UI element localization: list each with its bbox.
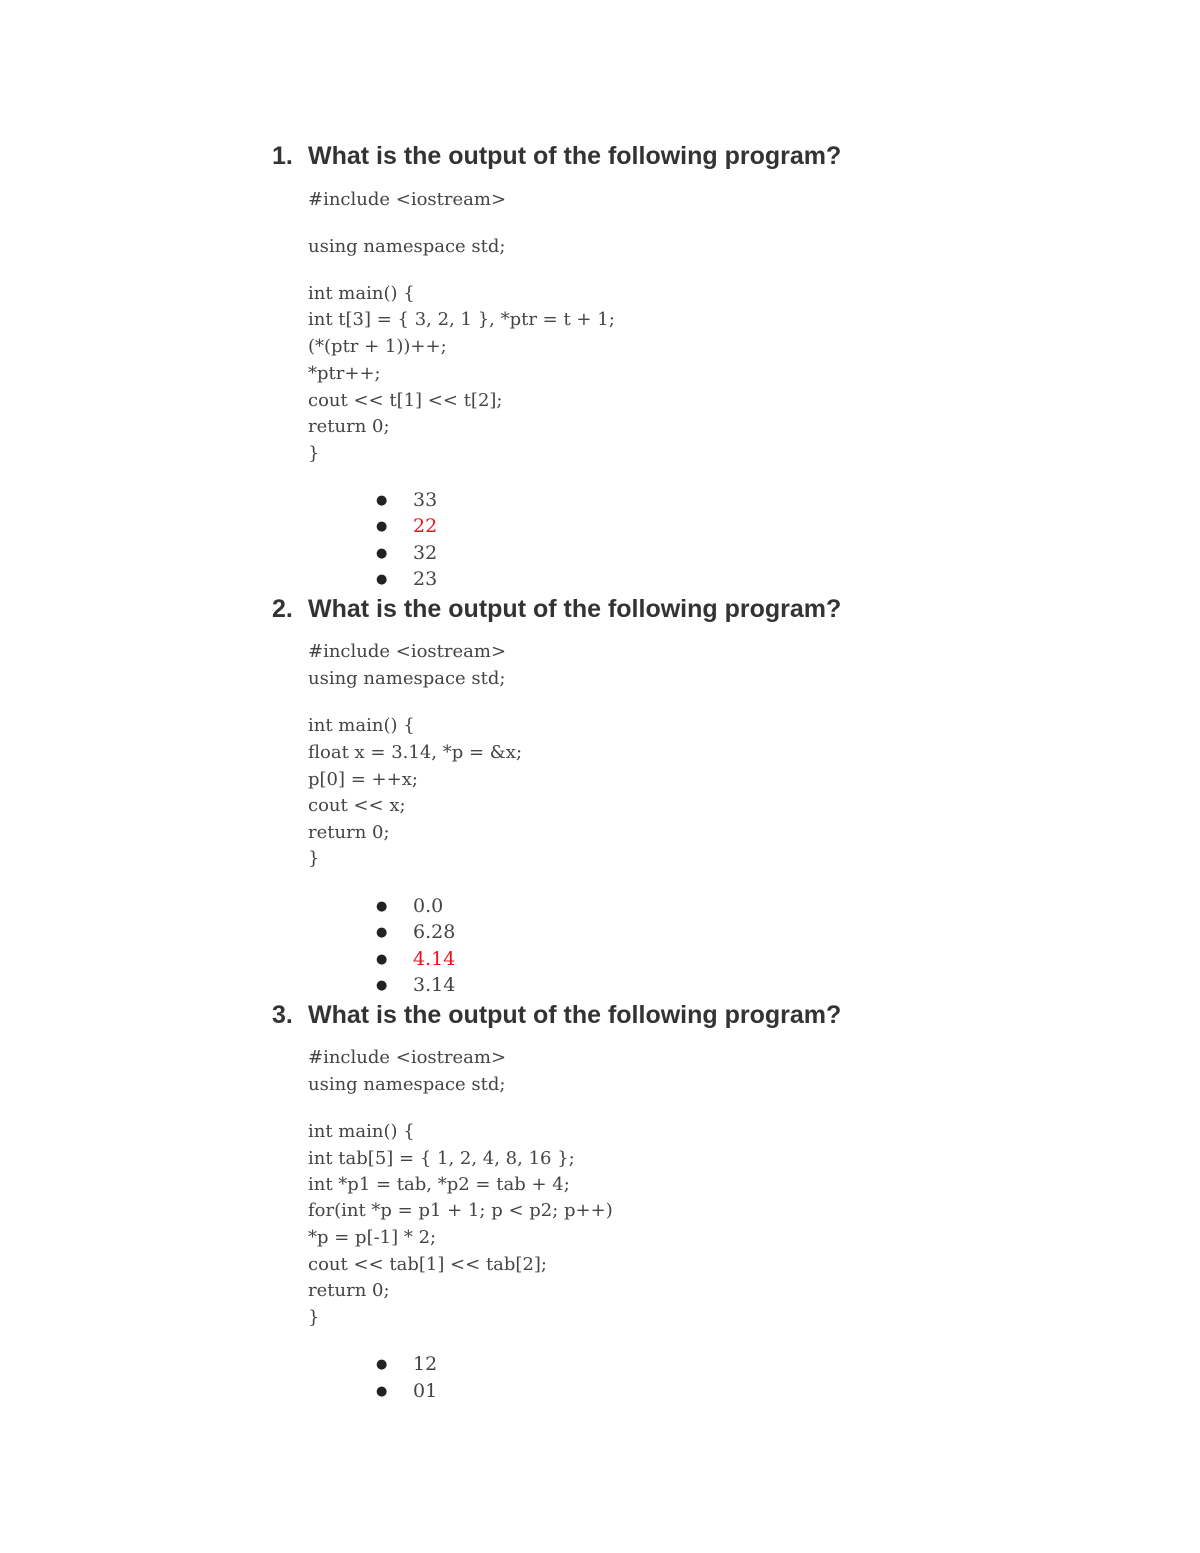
- code-line: for(int *p = p1 + 1; p < p2; p++): [308, 1200, 613, 1221]
- code-line: int *p1 = tab, *p2 = tab + 4;: [308, 1174, 570, 1195]
- answer-option: [376, 920, 455, 945]
- answer-option: [376, 567, 437, 592]
- answer-option: [376, 1352, 437, 1377]
- answer-text: 32: [413, 542, 438, 564]
- code-line: using namespace std;: [308, 1074, 506, 1095]
- question-number: 3.: [272, 1001, 293, 1029]
- code-line: }: [308, 1307, 320, 1328]
- answer-text: 4.14: [413, 948, 456, 970]
- code-line: int main() {: [308, 283, 415, 304]
- answer-option-correct: [376, 947, 455, 972]
- code-line: (*(ptr + 1))++;: [308, 336, 447, 357]
- code-line: #include <iostream>: [308, 189, 507, 210]
- question-2-title: [272, 594, 841, 624]
- bullet-icon: ●: [376, 925, 388, 940]
- bullet-icon: ●: [376, 978, 388, 993]
- code-line: cout << x;: [308, 795, 406, 816]
- bullet-icon: ●: [376, 1357, 388, 1372]
- answer-option-correct: [376, 514, 437, 539]
- question-text: What is the output of the following program?: [308, 1001, 842, 1029]
- answer-option: [376, 1379, 437, 1404]
- code-line: }: [308, 443, 320, 464]
- bullet-icon: ●: [376, 572, 388, 587]
- bullet-icon: ●: [376, 1384, 388, 1399]
- question-text: What is the output of the following program?: [308, 595, 842, 623]
- code-line: #include <iostream>: [308, 1047, 507, 1068]
- answer-text: 22: [413, 515, 438, 537]
- code-line: int t[3] = { 3, 2, 1 }, *ptr = t + 1;: [308, 309, 615, 330]
- bullet-icon: ●: [376, 546, 388, 561]
- answer-text: 0.0: [413, 895, 444, 917]
- answer-text: 6.28: [413, 921, 456, 943]
- bullet-icon: ●: [376, 952, 388, 967]
- code-line: using namespace std;: [308, 236, 506, 257]
- code-line: *ptr++;: [308, 363, 381, 384]
- code-line: return 0;: [308, 416, 390, 437]
- answer-text: 12: [413, 1353, 438, 1375]
- answer-text: 3.14: [413, 974, 456, 996]
- question-1-title: [272, 141, 841, 171]
- code-line: }: [308, 848, 320, 869]
- bullet-icon: ●: [376, 519, 388, 534]
- answer-text: 01: [413, 1380, 438, 1402]
- code-line: p[0] = ++x;: [308, 769, 418, 790]
- code-line: using namespace std;: [308, 668, 506, 689]
- question-number: 1.: [272, 142, 293, 170]
- code-line: cout << tab[1] << tab[2];: [308, 1254, 547, 1275]
- code-line: cout << t[1] << t[2];: [308, 390, 503, 411]
- code-line: int main() {: [308, 1121, 415, 1142]
- code-line: #include <iostream>: [308, 641, 507, 662]
- code-line: return 0;: [308, 1280, 390, 1301]
- bullet-icon: ●: [376, 493, 388, 508]
- code-line: float x = 3.14, *p = &x;: [308, 742, 523, 763]
- question-3-title: [272, 1000, 841, 1030]
- code-line: *p = p[-1] * 2;: [308, 1227, 437, 1248]
- answer-option: [376, 894, 443, 919]
- code-line: int tab[5] = { 1, 2, 4, 8, 16 };: [308, 1148, 575, 1169]
- question-number: 2.: [272, 595, 293, 623]
- answer-option: [376, 541, 437, 566]
- answer-text: 33: [413, 489, 438, 511]
- code-line: return 0;: [308, 822, 390, 843]
- code-line: int main() {: [308, 715, 415, 736]
- answer-option: [376, 488, 437, 513]
- bullet-icon: ●: [376, 899, 388, 914]
- answer-option: [376, 973, 455, 998]
- answer-text: 23: [413, 568, 438, 590]
- question-text: What is the output of the following program?: [308, 142, 842, 170]
